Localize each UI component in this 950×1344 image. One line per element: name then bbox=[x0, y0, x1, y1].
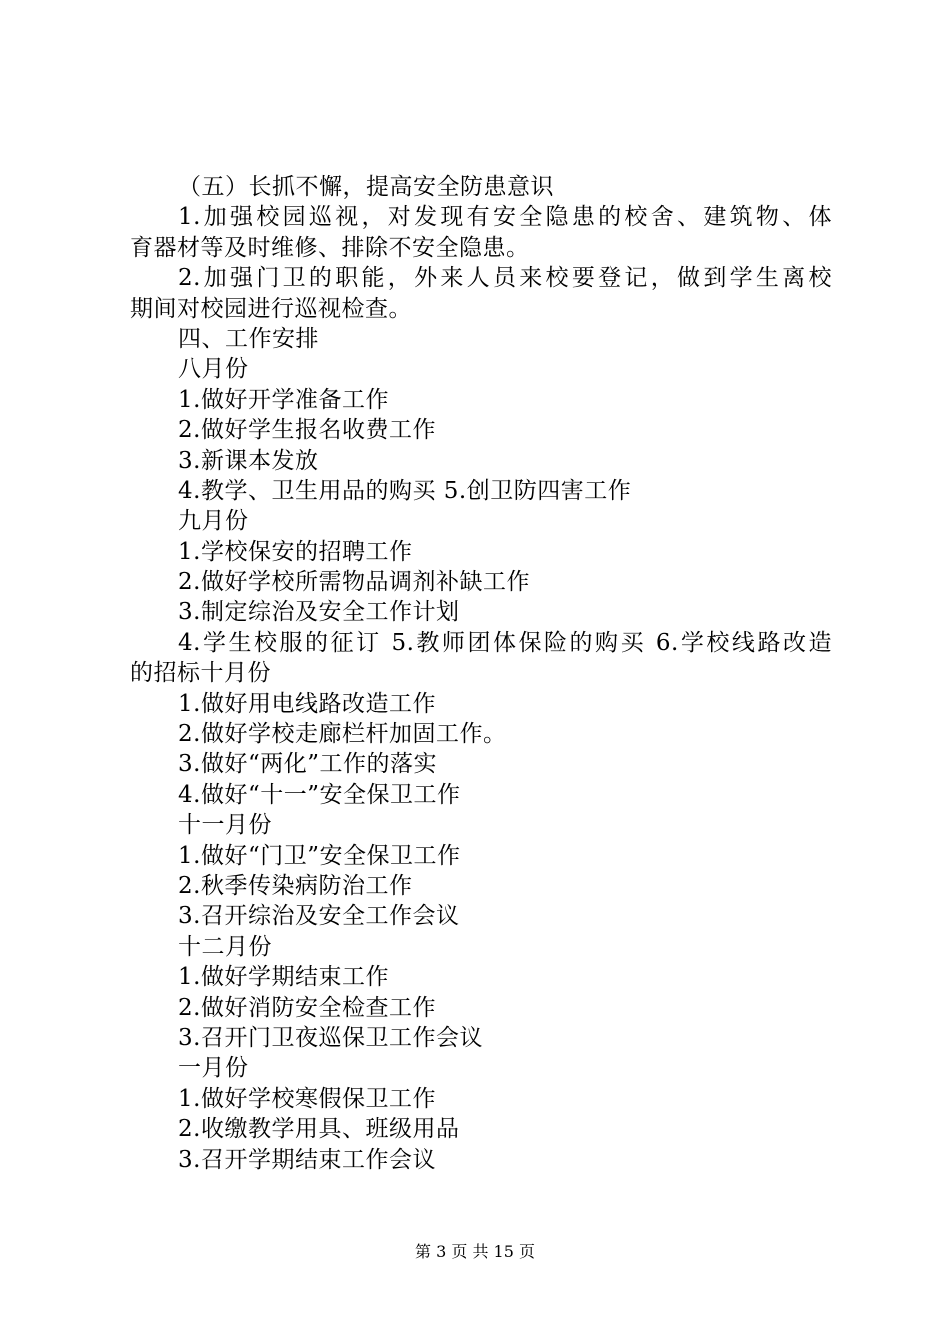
task-item: 3.召开门卫夜巡保卫工作会议 bbox=[178, 1024, 483, 1051]
task-item: 1.做好开学准备工作 bbox=[178, 386, 389, 413]
page-number-footer: 第 3 页 共 15 页 bbox=[415, 1242, 535, 1261]
month-heading: 九月份 bbox=[178, 508, 249, 535]
task-item: 1.学校保安的招聘工作 bbox=[178, 538, 413, 565]
task-item: 1.做好学期结束工作 bbox=[178, 964, 389, 991]
task-item: 3.新课本发放 bbox=[178, 447, 319, 474]
month-heading: 十二月份 bbox=[178, 933, 272, 960]
paragraph-line: 2.加强门卫的职能，外来人员来校要登记，做到学生离校 bbox=[178, 265, 832, 292]
task-item: 3.制定综治及安全工作计划 bbox=[178, 599, 460, 626]
task-item: 4.教学、卫生用品的购买 5.创卫防四害工作 bbox=[178, 477, 632, 504]
task-item: 2.收缴教学用具、班级用品 bbox=[178, 1116, 460, 1143]
task-item: 的招标十月份 bbox=[130, 660, 271, 687]
task-item: 2.做好消防安全检查工作 bbox=[178, 994, 436, 1021]
task-item: 1.做好用电线路改造工作 bbox=[178, 690, 436, 717]
month-heading: 十一月份 bbox=[178, 812, 272, 839]
month-heading: 八月份 bbox=[178, 356, 249, 383]
task-item: 3.召开综治及安全工作会议 bbox=[178, 903, 460, 930]
section-heading: （五）长抓不懈，提高安全防患意识 bbox=[178, 174, 554, 200]
paragraph-line: 1.加强校园巡视，对发现有安全隐患的校舍、建筑物、体 bbox=[178, 204, 832, 231]
document-body bbox=[130, 172, 832, 1175]
task-item: 3.召开学期结束工作会议 bbox=[178, 1146, 436, 1173]
task-item: 1.做好学校寒假保卫工作 bbox=[178, 1085, 436, 1112]
task-item: 4.学生校服的征订 5.教师团体保险的购买 6.学校线路改造 bbox=[178, 629, 832, 656]
task-item: 2.做好学校走廊栏杆加固工作。 bbox=[178, 721, 507, 748]
task-item: 2.做好学生报名收费工作 bbox=[178, 417, 436, 444]
task-item: 2.做好学校所需物品调剂补缺工作 bbox=[178, 569, 530, 596]
task-item: 4.做好“十一”安全保卫工作 bbox=[178, 781, 461, 808]
task-item: 2.秋季传染病防治工作 bbox=[178, 872, 413, 899]
paragraph-line: 期间对校园进行巡视检查。 bbox=[130, 295, 412, 322]
task-item: 3.做好“两化”工作的落实 bbox=[178, 751, 437, 778]
task-item: 1.做好“门卫”安全保卫工作 bbox=[178, 842, 461, 869]
section-heading: 四、工作安排 bbox=[178, 325, 319, 352]
paragraph-line: 育器材等及时维修、排除不安全隐患。 bbox=[130, 234, 530, 261]
month-heading: 一月份 bbox=[178, 1055, 249, 1082]
